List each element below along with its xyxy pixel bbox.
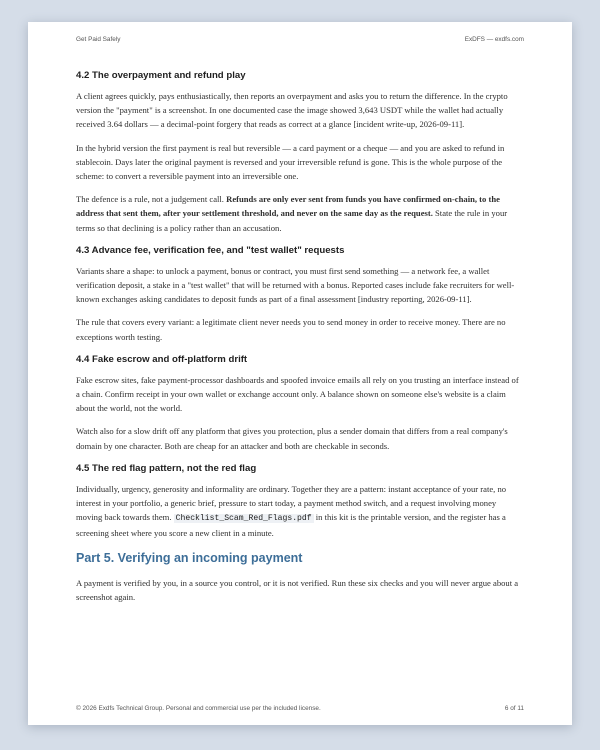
refund-rule-bold: Refunds are only ever sent from funds you have confirmed on-chain, to the address that sent them, after your settlement threshold, and never on the same day as the request.: [76, 194, 500, 219]
section-4-2-paragraph-2: In the hybrid version the first payment is real but reversible — a card payment or a cheque — and you are asked to refund in stablecoin. Days later the original payment is reversed and your irreversible refund is gone. This is the whole purpose of the scheme: to convert a reversible payment into an irreversible one.: [76, 142, 505, 182]
section-4-2-paragraph-1: A client agrees quickly, pays enthusiastically, then reports an overpayment and asks you to return the difference. In the crypto version the "payment" is a screenshot. In one documented case the image showed 3,643 USDT while the wallet had actually received 3.64 dollars — a decimal-point forgery that reads as correct at a glance [incident write-up, 2026-09-11].: [76, 91, 508, 130]
section-4-2-heading: 4.2 The overpayment and refund play: [76, 70, 246, 81]
section-4-5-heading: 4.5 The red flag pattern, not the red flag: [76, 462, 257, 474]
running-footer: [76, 705, 524, 712]
checklist-filename: Checklist_Scam_Red_Flags.pdf: [175, 514, 312, 524]
section-4-4-heading: 4.4 Fake escrow and off-platform drift: [76, 353, 248, 365]
rule-outro: State the rule in your terms so that declining is a policy rather than an accusation.: [76, 208, 508, 233]
running-header: [76, 36, 524, 43]
section-4-3-paragraph-2: The rule that covers every variant: a legitimate client never needs you to send money in order to receive money. There are no exceptions worth testing.: [76, 317, 506, 342]
section-4-3-paragraph-1: Variants share a shape: to unlock a payment, bonus or contract, you must first send something — a network fee, a wallet verification deposit, a stake in a "test wallet" that will be returned with a bonus. Reported cases include fake recruiters for well-known exchanges asking candidates to deposit funds as part of a final assessment [industry reporting, 2026-09-11].: [76, 265, 515, 305]
section-4-4-paragraph-2: Watch also for a slow drift off any platform that gives you protection, plus a sender domain that differs from a real company's domain by one character. Both are cheap for an attacker and both are checkable in seconds.: [76, 426, 508, 451]
section-4-2-paragraph-3: [76, 192, 524, 235]
section-4-4-paragraph-1: Fake escrow sites, fake payment-processor dashboards and spoofed invoice emails all rely on you trusting an interface instead of a chain. Confirm receipt in your own wallet or exchange account only. A balance shown on someone else's website is a claim about the world, not the world.: [76, 374, 519, 414]
pattern-text: Individually, urgency, generosity and informality are ordinary. Together they are a pattern: instant acceptance of your rate, no interest in your portfolio, a generic brief, pressure to start today, a payment method switch, and a request involving money moving back towards them.: [76, 483, 507, 523]
rule-intro: The defence is a rule, not a judgement call.: [76, 194, 224, 205]
part-5-paragraph-1: A payment is verified by you, in a source you control, or it is not verified. Run these six checks and you will never argue about a screenshot again.: [76, 577, 519, 602]
pattern-text-end: in this kit is the printable version, and the register has a screening sheet where you score a new client in a minute.: [76, 512, 506, 539]
footer-copyright: © 2026 Exdfs Technical Group. Personal and commercial use per the included license.: [76, 705, 321, 712]
section-4-5-paragraph-1: [76, 482, 524, 541]
page-content: [76, 70, 524, 613]
page-number: 6 of 11: [504, 705, 524, 712]
header-title: Get Paid Safely: [76, 36, 121, 43]
document-page: [28, 22, 572, 725]
section-4-3-heading: 4.3 Advance fee, verification fee, and "test wallet" requests: [76, 244, 345, 256]
part-5-heading: Part 5. Verifying an incoming payment: [76, 550, 303, 565]
header-site: ExDFS — exdfs.com: [464, 36, 524, 43]
